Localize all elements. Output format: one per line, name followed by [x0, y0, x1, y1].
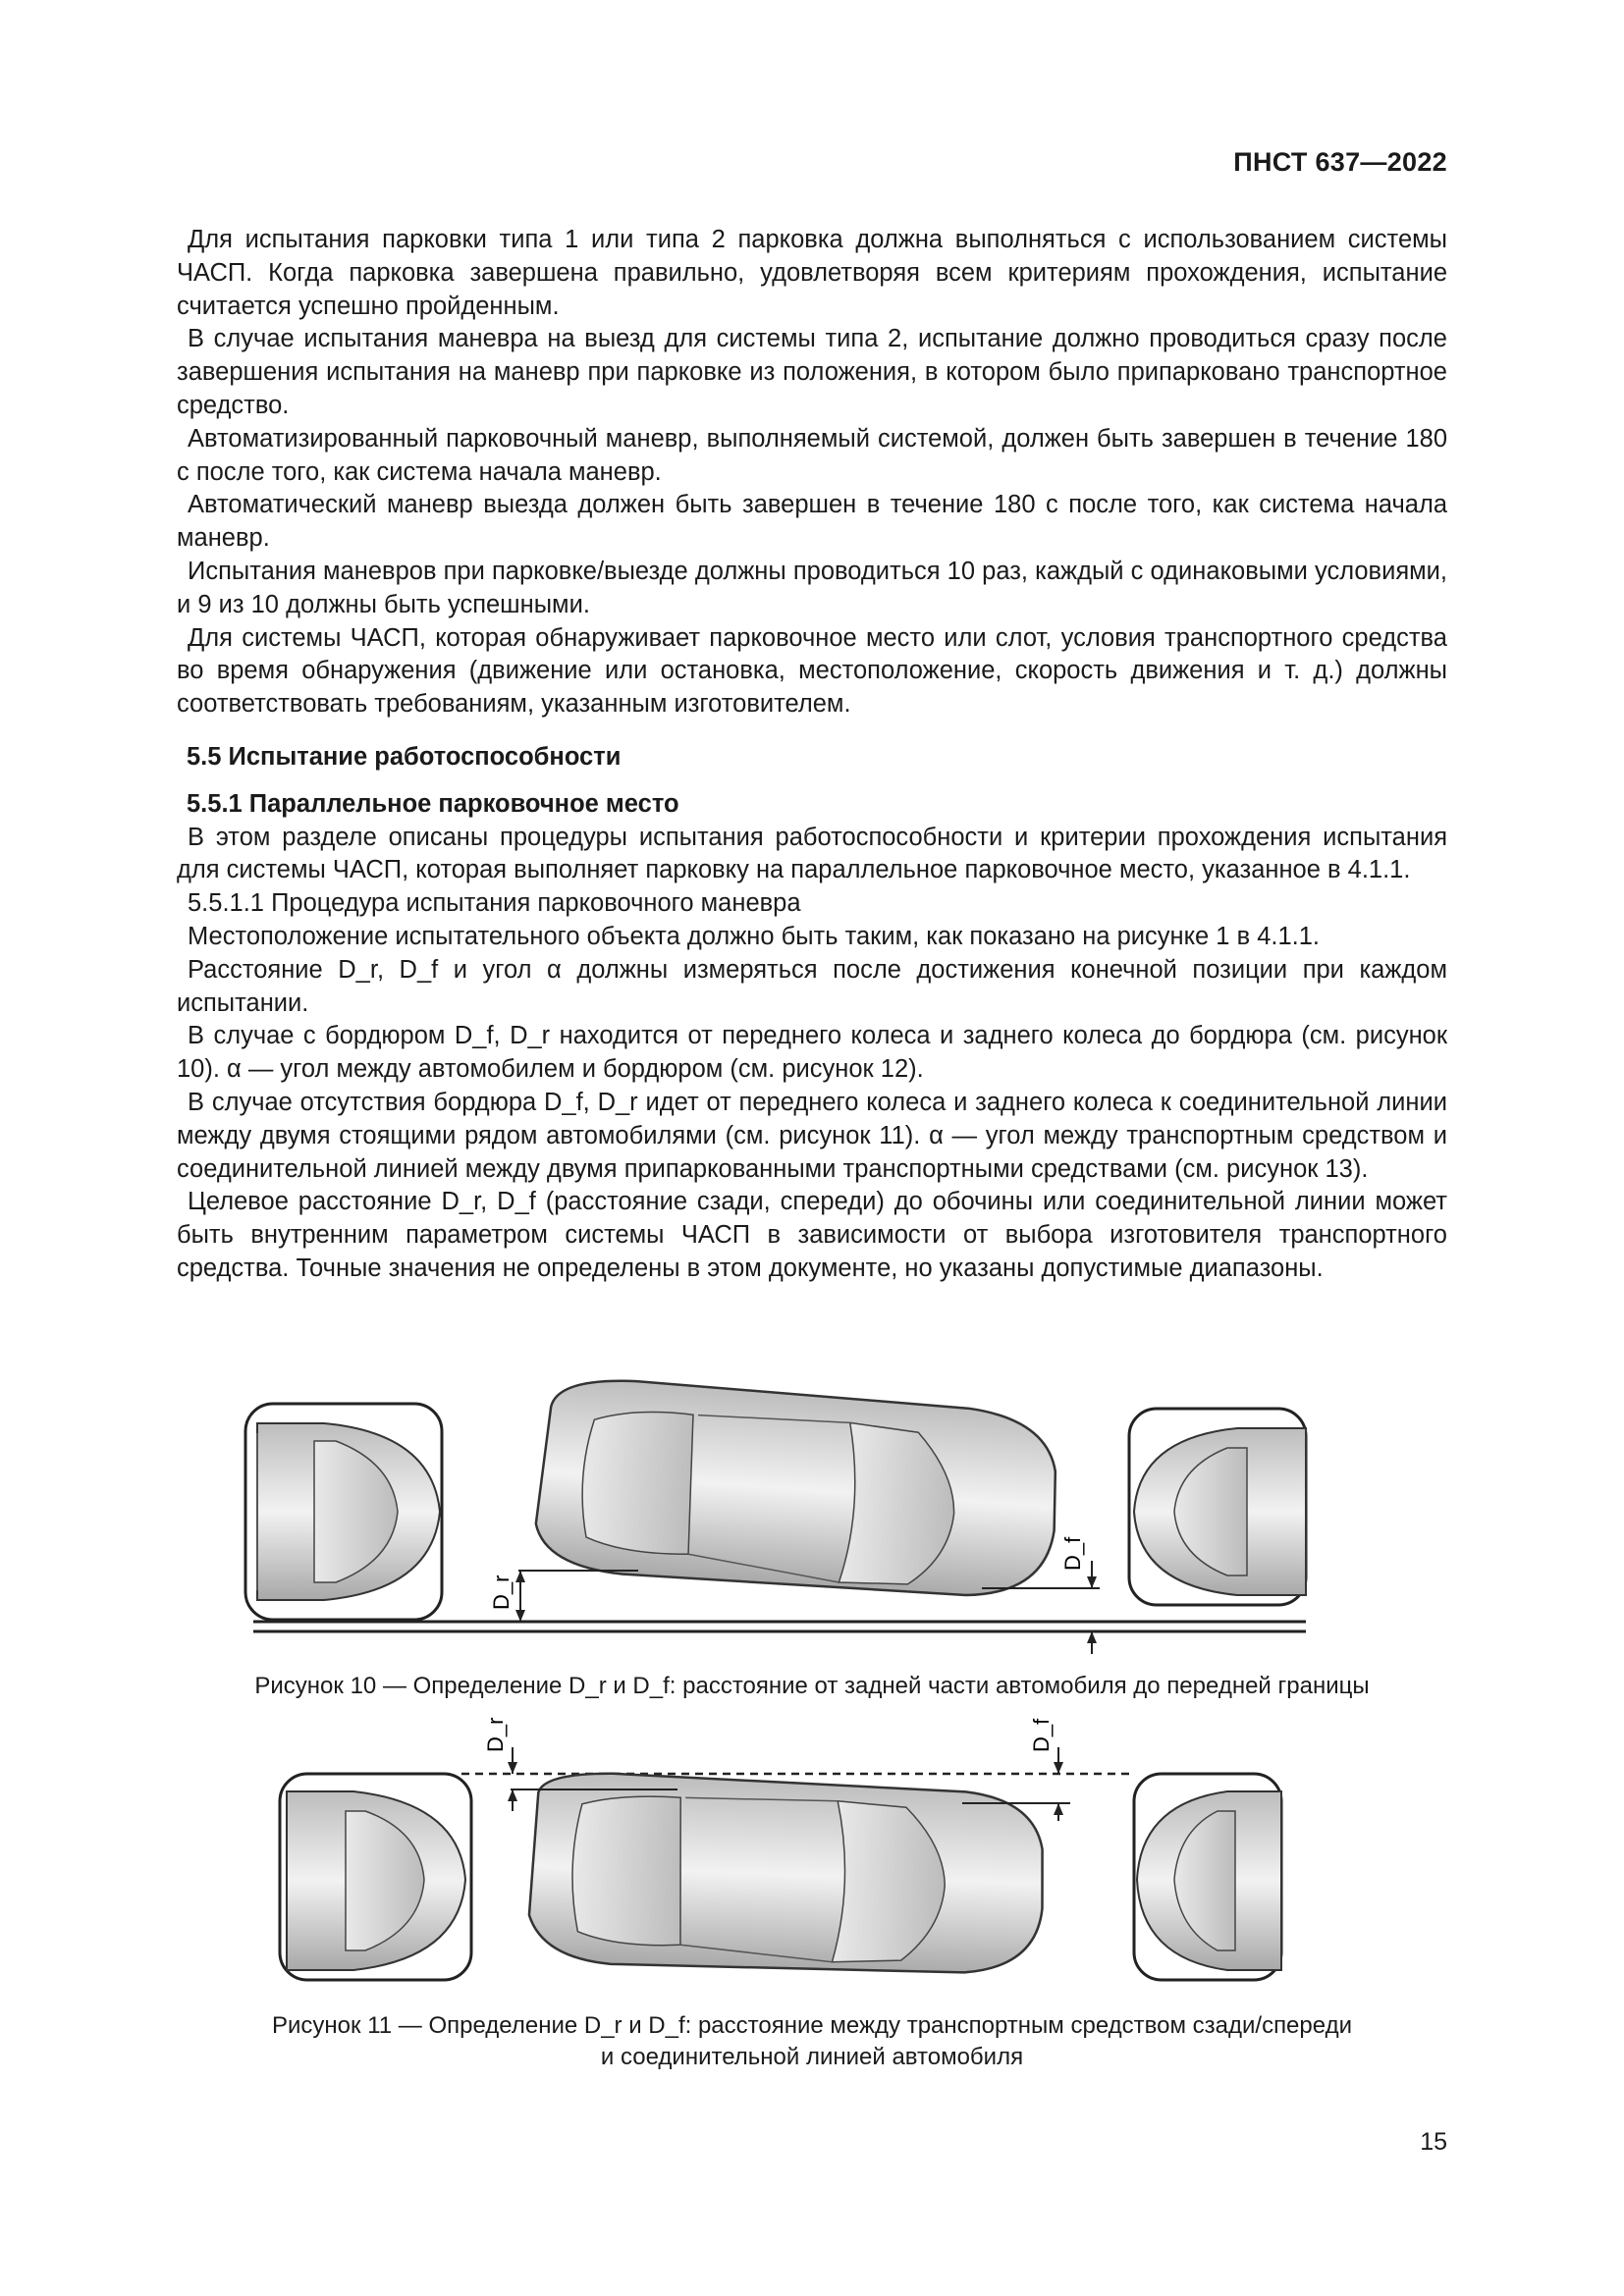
figure-11-caption-line1: Рисунок 11 — Определение D_r и D_f: расстояние между транспортным средством сзади/спереди	[272, 2012, 1352, 2039]
dr-dimension	[489, 1571, 638, 1622]
paragraph: Испытания маневров при парковке/выезде должны проводиться 10 раз, каждый с одинаковыми условиями, и 9 из 10 должны быть успешными.	[177, 557, 1447, 618]
figure-10-diagram	[0, 1374, 1624, 1659]
paragraph: В случае испытания маневра на выезд для системы типа 2, испытание должно проводиться сразу после завершения испытания на маневр при парковке из положения, в котором было припарковано транспортное средство.	[177, 325, 1447, 419]
paragraph: Автоматизированный парковочный маневр, выполняемый системой, должен быть завершен в течение 180 с после того, как система начала маневр.	[177, 424, 1447, 486]
df-label: D_f	[1029, 1718, 1054, 1752]
paragraph: В случае отсутствия бордюра D_f, D_r идет от переднего колеса и заднего колеса к соединительной линии между двумя стоящими рядом автомобилями (см. рисунок 11). α — угол между транспортным средством и соединительной линией между двумя припаркованными транспортными средствами (см. рисунок 13).	[177, 1088, 1447, 1183]
paragraph: В этом разделе описаны процедуры испытания работоспособности и критерии прохождения испытания для системы ЧАСП, которая выполняет парковку на параллельное парковочное место, указанное в 4.1.1.	[177, 823, 1447, 884]
df-label: D_f	[1060, 1536, 1085, 1571]
figure-11-caption	[177, 2010, 1447, 2073]
section-heading: 5.5 Испытание работоспособности	[187, 742, 622, 771]
parked-car-rear	[245, 1404, 442, 1620]
figure-11-caption-line2: и соединительной линией автомобиля	[600, 2044, 1024, 2070]
dr-label: D_r	[483, 1717, 508, 1752]
paragraph: Для испытания парковки типа 1 или типа 2 парковка должна выполняться с использованием системы ЧАСП. Когда парковка завершена правильно, удовлетворяя всем критериям прохождения, испытание считается успешно пройденным.	[177, 226, 1447, 320]
dr-label: D_r	[489, 1575, 514, 1610]
figure-10-caption: Рисунок 10 — Определение D_r и D_f: расстояние от задней части автомобиля до передней границы	[254, 1673, 1370, 1699]
parked-car-front	[1134, 1774, 1281, 1980]
parked-car-rear	[280, 1774, 471, 1980]
parked-car-front	[1129, 1409, 1306, 1605]
document-id-header: ПНСТ 637—2022	[1233, 147, 1447, 177]
paragraph: Для системы ЧАСП, которая обнаруживает парковочное место или слот, условия транспортного средства во время обнаружения (движение или остановка, местоположение, скорость движения и т. д.) должны соответствовать требованиям, указанным изготовителем.	[177, 623, 1447, 719]
figure-11-diagram	[0, 1713, 1624, 1998]
page-number: 15	[1420, 2128, 1447, 2156]
subsection-heading: 5.5.1 Параллельное парковочное место	[187, 789, 679, 818]
paragraph: В случае с бордюром D_f, D_r находится от переднего колеса и заднего колеса до бордюра (см. рисунок 10). α — угол между автомобилем и бордюром (см. рисунок 12).	[177, 1022, 1447, 1084]
body-text	[177, 224, 1447, 1286]
paragraph: Расстояние D_r, D_f и угол α должны измеряться после достижения конечной позиции при каждом испытании.	[177, 955, 1447, 1017]
test-vehicle	[527, 1771, 1046, 1979]
test-vehicle	[533, 1375, 1062, 1604]
paragraph: Местоположение испытательного объекта должно быть таким, как показано на рисунке 1 в 4.1.1.	[188, 922, 1321, 950]
paragraph: Целевое расстояние D_r, D_f (расстояние сзади, спереди) до обочины или соединительной линии может быть внутренним параметром системы ЧАСП в зависимости от выбора изготовителя транспортного средства. Точные значения не определены в этом документе, но указаны допустимые диапазоны.	[177, 1188, 1447, 1282]
paragraph: Автоматический маневр выезда должен быть завершен в течение 180 с после того, как система начала маневр.	[177, 491, 1447, 553]
clause-heading: 5.5.1.1 Процедура испытания парковочного маневра	[188, 889, 801, 918]
